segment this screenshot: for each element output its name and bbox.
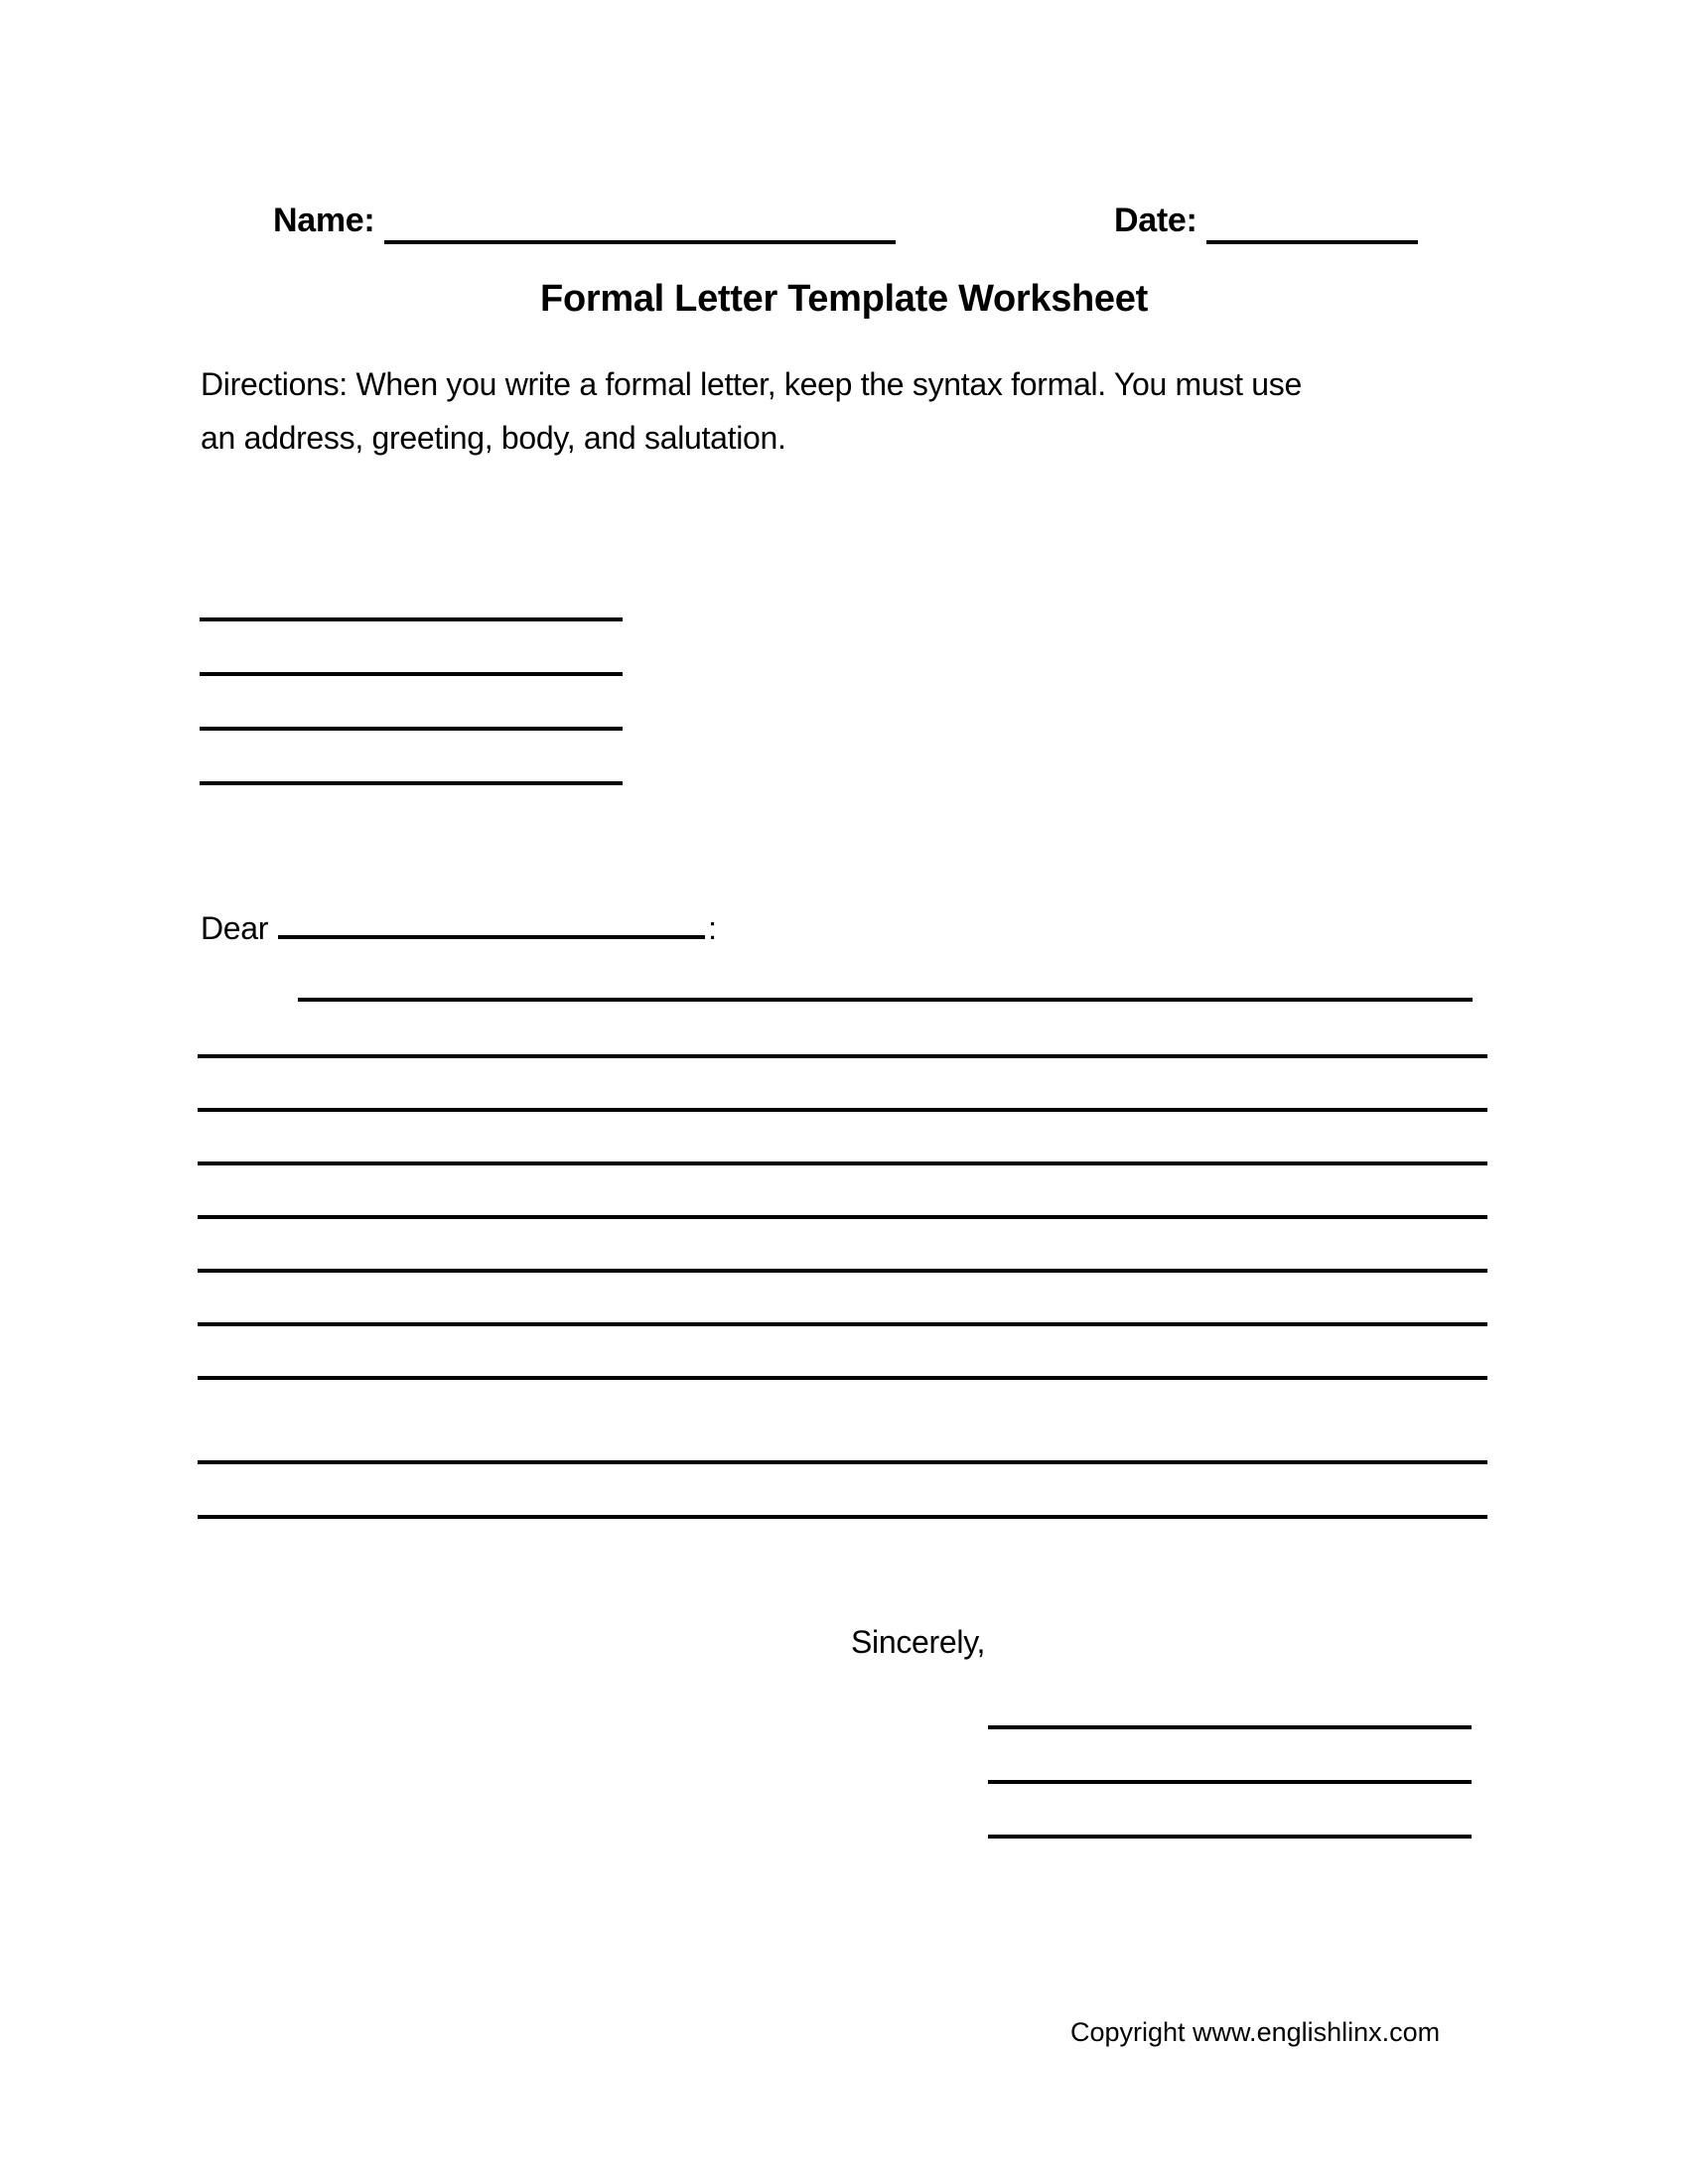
page-title: Formal Letter Template Worksheet [540,278,1148,320]
name-label: Name: [273,202,375,239]
directions-text [201,357,1302,465]
address-blank-lines [200,617,623,785]
blank-line [200,672,623,676]
blank-line [200,617,623,621]
blank-line [198,1460,1487,1464]
greeting-dear-label: Dear [201,910,269,946]
blank-line [988,1835,1472,1839]
blank-line [200,781,623,785]
signature-blank-lines [988,1725,1472,1839]
blank-line [988,1780,1472,1784]
date-blank-line [1206,240,1418,244]
directions-line1: Directions: When you write a formal letter, keep the syntax formal. You must use [201,366,1302,402]
blank-line [198,1215,1487,1219]
blank-line [198,1322,1487,1326]
sincerely-label: Sincerely, [851,1624,986,1660]
blank-line [988,1725,1472,1729]
blank-line [198,1108,1487,1112]
blank-line [198,1161,1487,1165]
greeting-blank-line [278,933,705,939]
name-blank-line [384,240,896,244]
body-first-blank-line [298,998,1473,1002]
blank-line [198,1269,1487,1273]
body-tail-blank-lines [198,1460,1487,1519]
greeting-row [201,908,717,948]
directions-line2: an address, greeting, body, and salutation. [201,420,786,456]
blank-line [198,1376,1487,1380]
date-label: Date: [1114,202,1197,239]
body-blank-lines [198,1054,1487,1380]
blank-line [200,727,623,731]
greeting-colon: : [708,910,717,946]
blank-line [198,1054,1487,1058]
copyright-text: Copyright www.englishlinx.com [1070,2017,1441,2047]
blank-line [198,1515,1487,1519]
